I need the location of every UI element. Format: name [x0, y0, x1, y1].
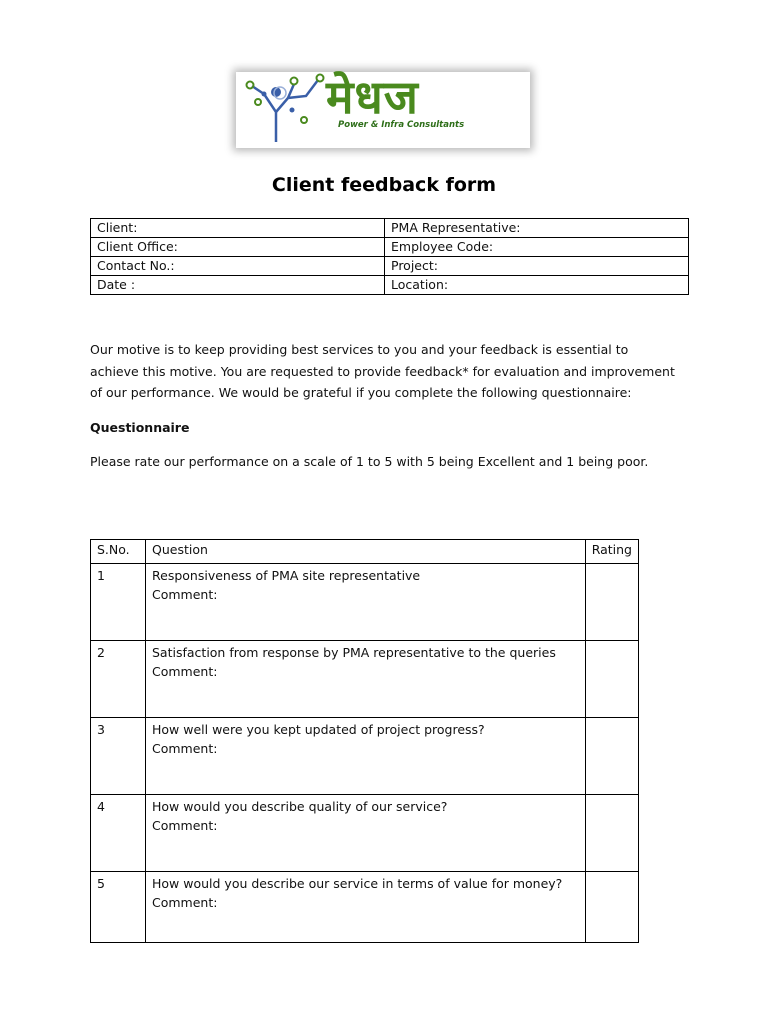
client-field-label[interactable]: Contact No.:	[91, 257, 385, 276]
question-row	[91, 718, 639, 795]
question-row	[91, 795, 639, 872]
question-cell[interactable]	[146, 564, 586, 641]
pma-field-label[interactable]: PMA Representative:	[385, 219, 689, 238]
info-row	[91, 276, 689, 295]
questionnaire-table	[90, 539, 639, 943]
question-cell[interactable]	[146, 795, 586, 872]
rating-cell[interactable]	[585, 564, 638, 641]
question-cell[interactable]	[146, 872, 586, 943]
comment-label: Comment:	[152, 664, 218, 679]
info-row	[91, 238, 689, 257]
question-number: 1	[91, 564, 146, 641]
header-question: Question	[146, 540, 586, 564]
client-field-label[interactable]: Date :	[91, 276, 385, 295]
question-cell[interactable]	[146, 718, 586, 795]
question-row	[91, 641, 639, 718]
page-title: Client feedback form	[271, 174, 497, 196]
rating-scale-note: Please rate our performance on a scale of 1 to 5 with 5 being Excellent and 1 being poor.	[90, 454, 649, 469]
info-row	[91, 219, 689, 238]
question-number: 2	[91, 641, 146, 718]
question-number: 5	[91, 872, 146, 943]
pma-field-label[interactable]: Location:	[385, 276, 689, 295]
question-number: 3	[91, 718, 146, 795]
intro-paragraph: Our motive is to keep providing best services to you and your feedback is essential to achieve this motive. You are requested to provide feedback* for evaluation and improvement of our performance. We would be grateful if you complete the following questionnaire:	[90, 342, 675, 400]
pma-field-label[interactable]: Employee Code:	[385, 238, 689, 257]
question-text: How would you describe quality of our service?	[152, 799, 448, 814]
logo-wordmark: मेधज	[326, 70, 419, 124]
pma-field-label[interactable]: Project:	[385, 257, 689, 276]
client-field-label[interactable]: Client:	[91, 219, 385, 238]
company-logo	[236, 72, 530, 148]
question-cell[interactable]	[146, 641, 586, 718]
logo-tagline: Power & Infra Consultants	[338, 120, 465, 130]
info-row	[91, 257, 689, 276]
question-text: How would you describe our service in terms of value for money?	[152, 876, 563, 891]
question-text: Satisfaction from response by PMA representative to the queries	[152, 645, 556, 660]
question-row	[91, 872, 639, 943]
rating-cell[interactable]	[585, 718, 638, 795]
question-text: Responsiveness of PMA site representative	[152, 568, 421, 583]
header-rating: Rating	[585, 540, 638, 564]
comment-label: Comment:	[152, 587, 218, 602]
rating-cell[interactable]	[585, 872, 638, 943]
question-number: 4	[91, 795, 146, 872]
rating-cell[interactable]	[585, 795, 638, 872]
questionnaire-heading: Questionnaire	[90, 420, 190, 435]
header-sno: S.No.	[91, 540, 146, 564]
question-text: How well were you kept updated of project progress?	[152, 722, 485, 737]
client-field-label[interactable]: Client Office:	[91, 238, 385, 257]
question-row	[91, 564, 639, 641]
comment-label: Comment:	[152, 741, 218, 756]
client-info-table	[90, 218, 689, 295]
table-header-row	[91, 540, 639, 564]
comment-label: Comment:	[152, 818, 218, 833]
rating-cell[interactable]	[585, 641, 638, 718]
comment-label: Comment:	[152, 895, 218, 910]
